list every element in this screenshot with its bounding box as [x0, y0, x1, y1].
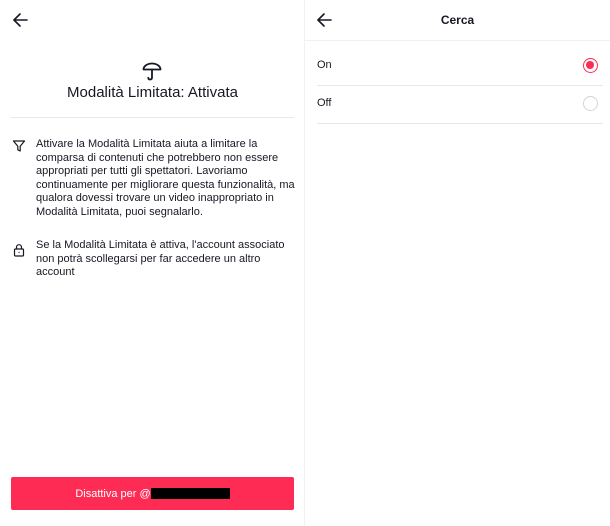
- page-title: Cerca: [440, 13, 475, 27]
- radio-selected-icon[interactable]: [583, 58, 598, 73]
- deactivate-button[interactable]: [11, 477, 294, 510]
- option-on[interactable]: [305, 47, 610, 85]
- umbrella-icon: [141, 60, 163, 82]
- page-title: Modalità Limitata: Attivata: [67, 84, 238, 101]
- info-text-content-filter: Attivare la Modalità Limitata aiuta a limitare la comparsa di contenuti che potrebbero non essere appropriati per tutti gli spettatori. Lavoriamo continuamente per migliorare questa funzionalità, ma qualora dovessi trovare un video inappropriato in Modalità Limitata, puoi segnalarlo.: [36, 138, 295, 218]
- lock-icon: [12, 243, 26, 257]
- divider: [317, 123, 603, 124]
- redacted-username: [151, 488, 230, 499]
- divider: [11, 117, 294, 118]
- option-label: On: [317, 59, 332, 71]
- back-arrow-icon[interactable]: [10, 9, 32, 31]
- deactivate-button-label: Disattiva per @: [75, 487, 151, 500]
- option-off[interactable]: [305, 85, 610, 123]
- header-divider: [305, 40, 610, 41]
- filter-icon: [12, 139, 26, 153]
- info-text-account-lock: Se la Modalità Limitata è attiva, l'account associato non potrà scollegarsi per far accedere un altro account: [36, 239, 285, 279]
- search-settings-panel: [305, 0, 610, 526]
- radio-unselected-icon[interactable]: [583, 96, 598, 111]
- option-label: Off: [317, 97, 332, 109]
